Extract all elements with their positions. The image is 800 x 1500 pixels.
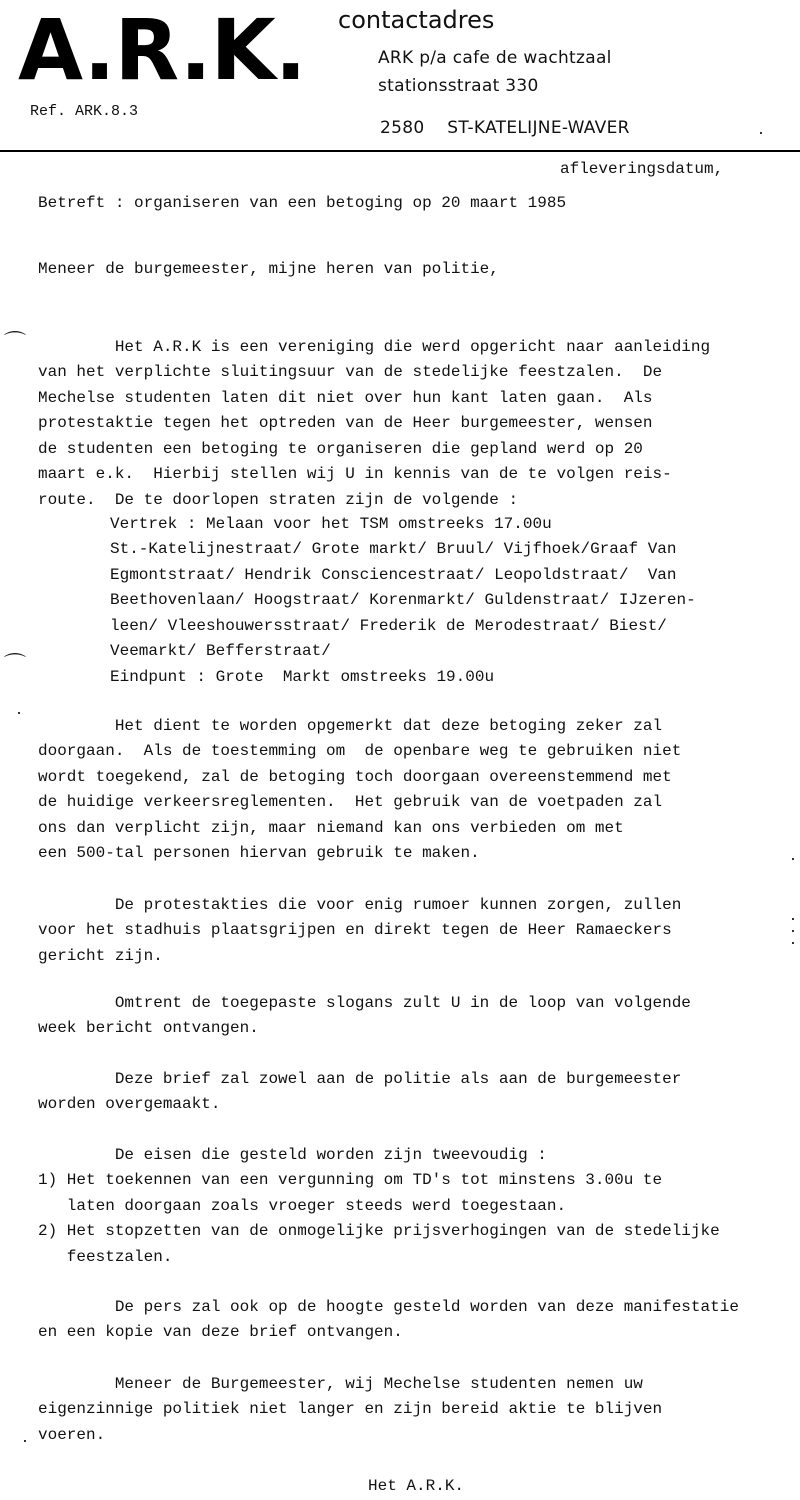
text-line: Het dient te worden opgemerkt dat deze betoging zeker zal [38, 716, 663, 735]
text-line: voor het stadhuis plaatsgrijpen en direkt tegen de Heer Ramaeckers [38, 921, 672, 939]
text-line: van het verplichte sluitingsuur van de stedelijke feestzalen. De [38, 363, 663, 381]
text-line: Deze brief zal zowel aan de politie als aan de burgemeester [38, 1069, 682, 1088]
text-line: doorgaan. Als de toestemming om de openbare weg te gebruiken niet [38, 742, 682, 760]
punch-hole-mark: ⌒ [4, 331, 27, 356]
route-line: Beethovenlaan/ Hoogstraat/ Korenmarkt/ Guldenstraat/ IJzeren- [110, 591, 696, 609]
contact-address-line3: 2580 ST-KATELIJNE-WAVER [380, 118, 630, 138]
text-line: de studenten een betoging te organiseren die gepland werd op 20 [38, 439, 643, 458]
route-list [110, 486, 696, 716]
contact-title: contactadres [338, 6, 495, 34]
header-divider [0, 150, 800, 152]
demand-item: 2) Het stopzetten van de onmogelijke prijsverhogingen van de stedelijke [38, 1222, 720, 1240]
text-line: laten doorgaan zoals vroeger steeds werd toegestaan. [38, 1196, 567, 1215]
text-line: ons dan verplicht zijn, maar niemand kan ons verbieden om met [38, 818, 624, 837]
route-line: Eindpunt : Grote Markt omstreeks 19.00u [110, 667, 495, 686]
scan-speck [18, 712, 20, 714]
text-line: gericht zijn. [38, 946, 163, 965]
text-line: maart e.k. Hierbij stellen wij U in kennis van de te volgen reis- [38, 465, 672, 483]
text-line: De pers zal ook op de hoogte gesteld worden van deze manifestatie [38, 1297, 739, 1316]
text-line: en een kopie van deze brief ontvangen. [38, 1323, 403, 1341]
delivery-date-label: afleveringsdatum, [560, 160, 724, 178]
salutation: Meneer de burgemeester, mijne heren van politie, [38, 260, 499, 278]
reference-number: Ref. ARK.8.3 [30, 103, 139, 120]
scan-speck [792, 858, 794, 860]
text-line: worden overgemaakt. [38, 1095, 221, 1113]
text-line: Het A.R.K is een vereniging die werd opgericht naar aanleiding [38, 337, 711, 356]
scan-speck [792, 930, 794, 932]
text-line: week bericht ontvangen. [38, 1019, 259, 1037]
text-line: de huidige verkeersreglementen. Het gebruik van de voetpaden zal [38, 793, 663, 811]
scan-speck [792, 942, 794, 944]
route-line: Veemarkt/ Befferstraat/ [110, 642, 331, 660]
punch-hole-mark: ⌒ [4, 653, 27, 678]
route-line: St.-Katelijnestraat/ Grote markt/ Bruul/ Vijfhoek/Graaf Van [110, 540, 677, 558]
text-line: De protestakties die voor enig rumoer kunnen zorgen, zullen [38, 895, 682, 914]
subject-line: Betreft : organiseren van een betoging op 20 maart 1985 [38, 194, 567, 212]
ark-logo: A.R.K. [18, 1, 306, 99]
paragraph-going-ahead [38, 688, 681, 892]
text-line: De eisen die gesteld worden zijn tweevoudig : [38, 1145, 547, 1164]
contact-address-line2: stationsstraat 330 [378, 76, 539, 96]
text-line: route. De te doorlopen straten zijn de volgende : [38, 490, 519, 509]
route-line: leen/ Vleeshouwersstraat/ Frederik de Merodestraat/ Biest/ [110, 616, 667, 635]
route-line: Vertrek : Melaan voor het TSM omstreeks 17.00u [110, 514, 552, 533]
signature: Het A.R.K. [368, 1477, 465, 1495]
text-line: wordt toegekend, zal de betoging toch doorgaan overeenstemmend met [38, 767, 672, 786]
scan-speck [760, 132, 762, 134]
text-line: voeren. [38, 1425, 106, 1444]
text-line: Meneer de Burgemeester, wij Mechelse studenten nemen uw [38, 1374, 643, 1393]
text-line: een 500-tal personen hiervan gebruik te maken. [38, 844, 480, 862]
text-line: protestaktie tegen het optreden van de Heer burgemeester, wensen [38, 414, 653, 432]
text-line: eigenzinnige politiek niet langer en zijn bereid aktie te blijven [38, 1400, 663, 1418]
text-line: feestzalen. [38, 1247, 173, 1266]
demand-item: 1) Het toekennen van een vergunning om TD's tot minstens 3.00u te [38, 1171, 663, 1189]
route-line: Egmontstraat/ Hendrik Consciencestraat/ Leopoldstraat/ Van [110, 565, 677, 584]
scan-speck [792, 918, 794, 920]
paragraph-closing [38, 1346, 662, 1474]
scan-speck [24, 1440, 26, 1442]
text-line: Mechelse studenten laten dit niet over hun kant laten gaan. Als [38, 388, 653, 407]
text-line: Omtrent de toegepaste slogans zult U in de loop van volgende [38, 993, 691, 1012]
contact-address-line1: ARK p/a cafe de wachtzaal [378, 48, 612, 68]
